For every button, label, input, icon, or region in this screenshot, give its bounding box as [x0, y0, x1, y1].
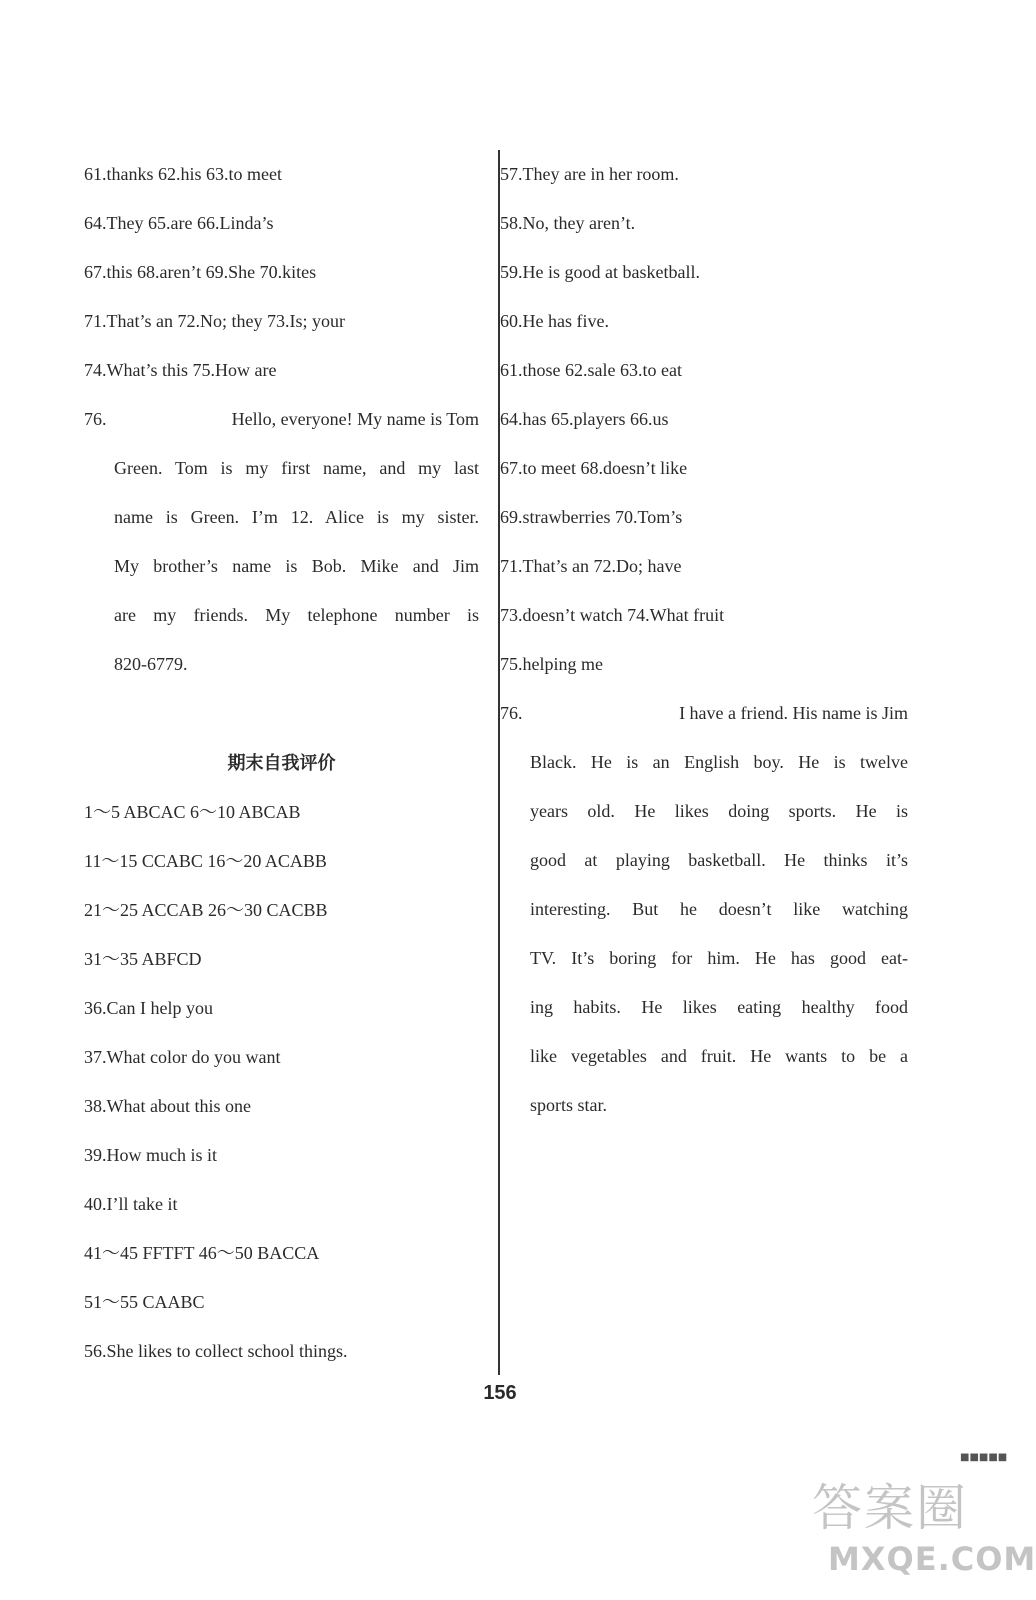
- essay-number: 76.: [500, 703, 523, 723]
- page-number: 156: [483, 1382, 517, 1404]
- answer-line: 69.strawberries 70.Tom’s: [500, 507, 683, 527]
- answer-line: 71.That’s an 72.No; they 73.Is; your: [84, 311, 345, 331]
- answer-line: 64.has 65.players 66.us: [500, 409, 669, 429]
- watermark-site: MXQE.COM: [828, 1540, 1036, 1578]
- answer-line: 41～45 FFTFT 46～50 BACCA: [84, 1243, 320, 1263]
- answer-line: 67.this 68.aren’t 69.She 70.kites: [84, 262, 317, 282]
- essay-line: 820-6779.: [114, 654, 188, 674]
- essay-first-line: [84, 395, 479, 444]
- essay-body: [84, 444, 479, 689]
- answer-line: 56.She likes to collect school things.: [84, 1341, 348, 1361]
- answer-line: 1～5 ABCAC 6～10 ABCAB: [84, 802, 301, 822]
- answer-line: 73.doesn’t watch 74.What fruit: [500, 605, 725, 625]
- watermark: [812, 1452, 1036, 1588]
- answer-line: 21～25 ACCAB 26～30 CACBB: [84, 900, 328, 920]
- essay-first-text: I have a friend. His name is Jim: [679, 703, 908, 723]
- essay-line: are my friends. My telephone number is: [114, 605, 479, 625]
- watermark-dots: ■■■■■: [960, 1452, 1008, 1463]
- essay-line: TV. It’s boring for him. He has good eat-: [530, 948, 908, 968]
- answer-line: 59.He is good at basketball.: [500, 262, 700, 282]
- answer-line: 36.Can I help you: [84, 998, 213, 1018]
- essay-first-text: Hello, everyone! My name is Tom: [231, 409, 479, 429]
- essay-line: My brother’s name is Bob. Mike and Jim: [114, 556, 479, 576]
- essay-line: Black. He is an English boy. He is twelve: [530, 752, 908, 772]
- right-column: [500, 150, 908, 1130]
- essay-line: name is Green. I’m 12. Alice is my sister.: [114, 507, 479, 527]
- essay-line: good at playing basketball. He thinks it’s: [530, 850, 908, 870]
- essay-line: ing habits. He likes eating healthy food: [530, 997, 908, 1017]
- answer-line: 58.No, they aren’t.: [500, 213, 636, 233]
- answer-line: 31～35 ABFCD: [84, 949, 202, 969]
- answer-line: 40.I’ll take it: [84, 1194, 178, 1214]
- essay-line: Green. Tom is my first name, and my last: [114, 458, 479, 478]
- answer-line: 64.They 65.are 66.Linda’s: [84, 213, 274, 233]
- essay-line: years old. He likes doing sports. He is: [530, 801, 908, 821]
- answer-line: 11～15 CCABC 16～20 ACABB: [84, 851, 327, 871]
- essay-line: interesting. But he doesn’t like watching: [530, 899, 908, 919]
- answer-line: 60.He has five.: [500, 311, 609, 331]
- answer-line: 51～55 CAABC: [84, 1292, 205, 1312]
- answer-line: 39.How much is it: [84, 1145, 217, 1165]
- answer-line: 71.That’s an 72.Do; have: [500, 556, 682, 576]
- section-heading: 期末自我评价: [227, 753, 336, 774]
- answer-line: 37.What color do you want: [84, 1047, 281, 1067]
- answer-line: 74.What’s this 75.How are: [84, 360, 277, 380]
- essay-number: 76.: [84, 409, 107, 429]
- answer-line: 67.to meet 68.doesn’t like: [500, 458, 688, 478]
- answer-line: 75.helping me: [500, 654, 603, 674]
- essay-first-line: [500, 689, 908, 738]
- answer-line: 61.those 62.sale 63.to eat: [500, 360, 682, 380]
- essay-line: sports star.: [530, 1095, 608, 1115]
- answer-line: 61.thanks 62.his 63.to meet: [84, 164, 282, 184]
- essay-line: like vegetables and fruit. He wants to be a: [530, 1046, 908, 1066]
- section-gap: [84, 689, 479, 739]
- watermark-logo: 答案圈: [812, 1479, 968, 1537]
- answer-line: 57.They are in her room.: [500, 164, 679, 184]
- essay-body: [500, 738, 908, 1130]
- left-column: [84, 150, 479, 1376]
- answer-line: 38.What about this one: [84, 1096, 251, 1116]
